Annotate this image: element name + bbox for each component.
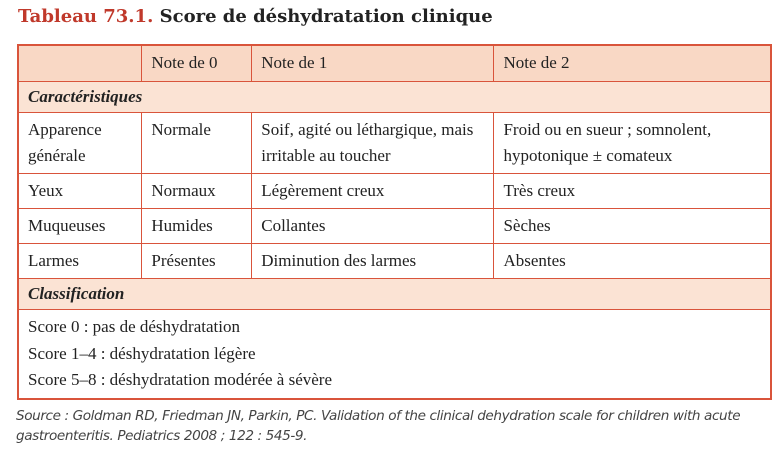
cell: Collantes: [252, 209, 494, 244]
cell: Légèrement creux: [252, 174, 494, 209]
row-label-yeux: Yeux: [18, 174, 142, 209]
cell: Très creux: [494, 174, 771, 209]
cell: Diminution des larmes: [252, 244, 494, 279]
table-row: [18, 113, 771, 174]
classification-line: Score 5–8 : déshydratation modérée à sévère: [28, 370, 332, 389]
row-label-larmes: Larmes: [18, 244, 142, 279]
row-label-muqueuses: Muqueuses: [18, 209, 142, 244]
row-label-apparence: Apparence générale: [18, 113, 142, 174]
table-row: [18, 244, 771, 279]
cell: Absentes: [494, 244, 771, 279]
section-title-classification: Classification: [18, 279, 771, 310]
classification-cell: [18, 310, 771, 399]
table-number: Tableau 73.1.: [18, 6, 154, 27]
source-citation: Source : Goldman RD, Friedman JN, Parkin, PC. Validation of the clinical dehydration scale for children with acute gastroenteritis. Pediatrics 2008 ; 122 : 545-9.: [16, 408, 741, 444]
table-caption: [18, 6, 493, 27]
table-title: Score de déshydratation clinique: [159, 6, 493, 27]
section-row-characteristics: [18, 82, 771, 113]
section-row-classification: [18, 279, 771, 310]
header-row: [18, 45, 771, 82]
dehydration-score-table: [17, 44, 772, 400]
cell: Normale: [142, 113, 252, 174]
classification-row: [18, 310, 771, 399]
header-note-0: Note de 0: [142, 45, 252, 82]
cell: Soif, agité ou léthargique, mais irritable au toucher: [252, 113, 494, 174]
table-row: [18, 209, 771, 244]
table-row: [18, 174, 771, 209]
header-note-1: Note de 1: [252, 45, 494, 82]
section-title-characteristics: Caractéristiques: [18, 82, 771, 113]
classification-line: Score 0 : pas de déshydratation: [28, 317, 240, 336]
header-note-2: Note de 2: [494, 45, 771, 82]
cell: Froid ou en sueur ; somnolent, hypotonique ± comateux: [494, 113, 771, 174]
cell: Humides: [142, 209, 252, 244]
cell: Présentes: [142, 244, 252, 279]
cell: Normaux: [142, 174, 252, 209]
header-cell-empty: [18, 45, 142, 82]
cell: Sèches: [494, 209, 771, 244]
classification-line: Score 1–4 : déshydratation légère: [28, 343, 256, 363]
